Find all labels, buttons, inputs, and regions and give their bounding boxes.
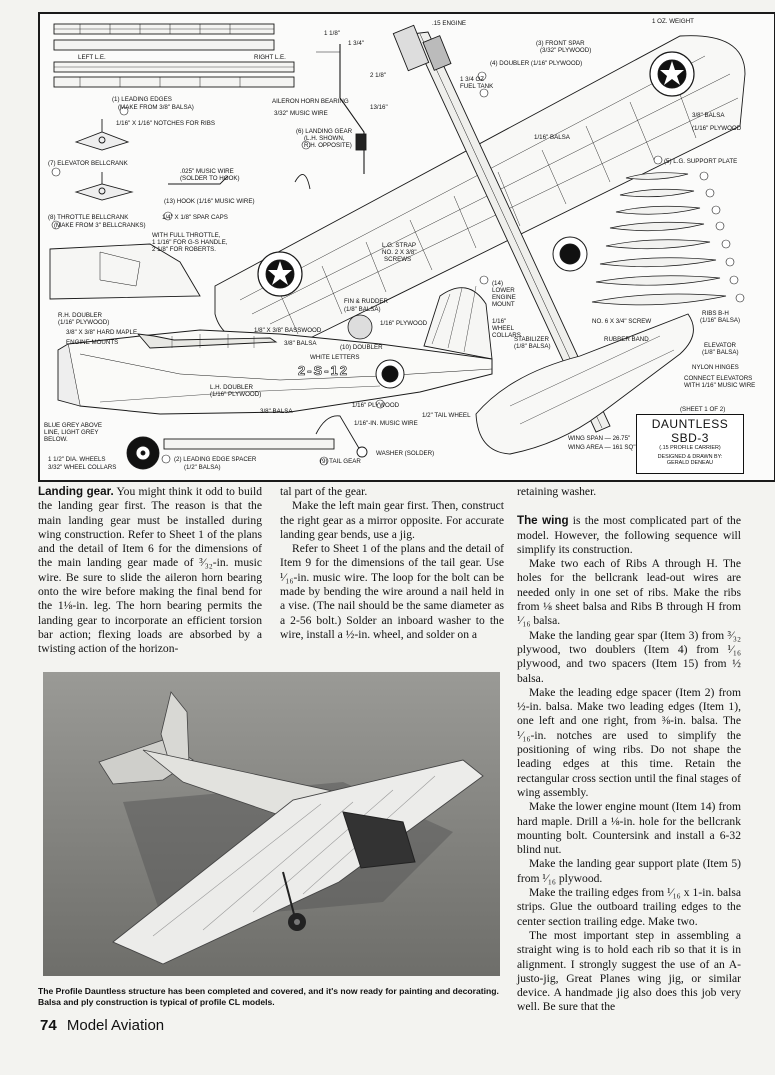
label-tail-gear: (9) TAIL GEAR [320, 458, 361, 465]
label-hard-maple: 3/8" X 3/8" HARD MAPLE [66, 329, 138, 336]
model-photo [43, 672, 500, 976]
label-plywood-116c: 1/16" PLYWOOD [352, 402, 400, 409]
paragraph: Make the landing gear support plate (Item 5) from ¹⁄₁₆ plywood. [517, 857, 741, 885]
label-lg-support-plate: (5) L.G. SUPPORT PLATE [664, 158, 738, 165]
paragraph-wing [517, 514, 741, 557]
label-plywood-116: (1/16" PLYWOOD [692, 125, 742, 132]
label-throttle-bellcrank-2: (MAKE FROM 3" BELLCRANKS) [54, 222, 146, 229]
label-washer: WASHER (SOLDER) [376, 450, 435, 457]
label-doubler: (4) DOUBLER (1/16" PLYWOOD) [490, 60, 583, 67]
paragraph: Refer to Sheet 1 of the plans and the detail of Item 9 for the dimensions of the tail gear. Use ¹⁄₁₆-in. music wire. The loop for the bolt can be made by bending the wire around a nail held in a vise. (The nail should be the same diameter as a 2-56 bolt.) Solder an inboard washer to the wire, install a ½-in. wheel, and solder on a [280, 542, 504, 641]
label-nylon-hinges: NYLON HINGES [692, 364, 739, 371]
label-notches: 1/16" X 1/16" NOTCHES FOR RIBS [116, 120, 215, 127]
label-wing-span: WING SPAN — 26.75" [568, 435, 631, 442]
article-column-1 [38, 485, 262, 657]
label-solder-to-hook: (SOLDER TO HOOK) [180, 175, 240, 182]
label-balsa-116: 1/16" BALSA [534, 134, 570, 141]
label-connect-elevators: CONNECT ELEVATORS [684, 375, 753, 382]
paragraph: tal part of the gear. [280, 485, 368, 498]
title-block-model: SBD-3 [671, 431, 709, 445]
title-block [636, 414, 744, 474]
paragraph-wing-text: is the most complicated part of the model. However, the following sequence will simplify its construction. [517, 514, 741, 556]
label-ribs-bh: RIBS B-H [702, 310, 729, 317]
label-engine-mounts: ENGINE MOUNTS [66, 339, 119, 346]
label-white-letters: WHITE LETTERS [310, 354, 360, 361]
label-leading-edges-2: (MAKE FROM 3/8" BALSA) [118, 104, 194, 111]
label-le-spacer-2: (1/2" BALSA) [184, 464, 221, 471]
plans-drawing [38, 12, 775, 482]
label-rubber-band: RUBBER BAND [604, 336, 649, 343]
paragraph: Make the leading edge spacer (Item 2) from ½-in. balsa. Make two leading edges (Item 1), one left and one right, from ⅜-in. balsa. The ¹⁄₁₆-in. notches are used to simplify the positioning of wing ribs. Do not shape the leading edges at this time. Retain the rectangular cross section until the final stages of wing assembly. [517, 685, 741, 799]
paragraph: Make the lower engine mount (Item 14) from hard maple. Drill a ⅛-in. hole for the bellcrank mounting bolt. Countersink and install a 6-32 blind nut. [517, 800, 741, 857]
label-tail-wheel: 1/2" TAIL WHEEL [422, 412, 471, 419]
label-elevator: ELEVATOR [704, 342, 736, 349]
label-wheel-collars: 1/16" WHEEL COLLARS [492, 318, 521, 339]
label-wing-area: WING AREA — 161 SQ" [568, 444, 636, 451]
label-rh-doubler: R.H. DOUBLER [58, 312, 103, 319]
label-full-throttle-3: 2 1/8" FOR ROBERTS. [152, 246, 216, 253]
label-elevator-2: (1/8" BALSA) [702, 349, 739, 356]
label-lh-doubler-2: (1/16" PLYWOOD) [210, 391, 262, 398]
title-block-subtitle: (.15 PROFILE CARRIER) [659, 445, 721, 451]
label-aileron-horn: AILERON HORN BEARING [272, 98, 349, 105]
label-sheet: (SHEET 1 OF 2) [680, 406, 726, 413]
label-full-throttle-2: 1 1/16" FOR G-S HANDLE, [152, 239, 228, 246]
paragraph: The most important step in assembling a straight wing is to hold each rib so that it is in alignment. I strongly suggest the use of an A-justo-jig, Great Planes wing jig, or similar device. A handmade jig also does this job very well. Be sure that the [517, 928, 741, 1014]
label-throttle-bellcrank: (8) THROTTLE BELLCRANK [48, 214, 129, 221]
title-block-designer: GERALD DENEAU [666, 460, 714, 466]
label-landing-gear-3: R.H. OPPOSITE) [304, 142, 352, 149]
label-lg-strap-2: NO. 2 X 3/8" [382, 249, 417, 256]
page-footer [40, 1017, 164, 1034]
paragraph-landing-gear-text: You might think it odd to build the landing gear first. The reason is that the main landing gear must be installed during wing construction. Refer to Sheet 1 of the plans and the detail of Item 6 for the dimensions of the main landing gear made of ³⁄₃₂-in. music wire. Be sure to slide the aileron horn bearing onto the wire before making the final bend for the 1⅛-in. leg. The horn bearing permits the landing gear to incorporate an efficient torsion bar action; flexing loads are absorbed by a twisting action of the horizon- [38, 485, 262, 656]
label-dim-134: 1 3/4" [348, 40, 364, 47]
label-balsa-38c: 3/8" BALSA [260, 408, 293, 415]
label-lg-strap: L.G. STRAP [382, 242, 417, 249]
label-left-le: LEFT L.E. [78, 54, 106, 61]
label-ribs-bh-2: (1/16" BALSA) [700, 317, 741, 324]
paragraph-landing-gear [38, 485, 262, 657]
label-balsa-38b: 3/8" BALSA [284, 340, 317, 347]
title-block-designed: DESIGNED & DRAWN BY: [657, 454, 723, 460]
article-column-2 [280, 485, 504, 642]
label-dim-218: 2 1/8" [370, 72, 386, 79]
label-wheels: 1 1/2" DIA. WHEELS [48, 456, 106, 463]
magazine-name: Model Aviation [66, 1017, 165, 1034]
label-dim-1316: 13/16" [370, 104, 388, 111]
label-blue-grey-2: LINE, LIGHT GREY [44, 429, 99, 436]
paragraph: Make the left main gear first. Then, construct the right gear as a mirror opposite. For accurate landing gear bends, use a jig. [280, 499, 504, 541]
label-plywood-116b: 1/16" PLYWOOD [380, 320, 428, 327]
page-number: 74 [40, 1017, 57, 1034]
title-block-title: DAUNTLESS [651, 417, 729, 431]
label-rh-doubler-2: (1/16" PLYWOOD) [58, 319, 110, 326]
label-leading-edges: (1) LEADING EDGES [112, 96, 172, 103]
label-blue-grey: BLUE GREY ABOVE [44, 422, 103, 429]
run-in-head-landing-gear: Landing gear. [38, 485, 114, 498]
article-column-3 [517, 485, 741, 1015]
label-right-le: RIGHT L.E. [254, 54, 286, 61]
label-wheel-collars-332: 3/32" WHEEL COLLARS [48, 464, 117, 471]
label-screw: NO. 6 X 3/4" SCREW [592, 318, 652, 325]
label-basswood: 1/8" X 3/8" BASSWOOD [254, 327, 322, 334]
label-lg-strap-3: SCREWS [384, 256, 412, 263]
paragraph: Make the landing gear spar (Item 3) from ³⁄₃₂ plywood, two doublers (Item 4) from ¹⁄₁₆ plywood, and two spacers (Item 15) from ½ balsa. [517, 628, 741, 685]
label-music-wire-332: 3/32" MUSIC WIRE [274, 110, 328, 117]
label-hook: (13) HOOK (1/16" MUSIC WIRE) [164, 198, 255, 205]
paragraph: retaining washer. [517, 485, 597, 498]
label-le-spacer: (2) LEADING EDGE SPACER [174, 456, 257, 463]
label-balsa-38: 3/8" BALSA [692, 112, 725, 119]
photo-caption: The Profile Dauntless structure has been completed and covered, and it's now ready for painting and decorating. Balsa and ply construction is typical of profile CL models. [38, 986, 499, 1007]
run-in-head-wing: The wing [517, 514, 569, 528]
label-music-wire-116: 1/16"-IN. MUSIC WIRE [354, 420, 418, 427]
label-elevator-bellcrank: (7) ELEVATOR BELLCRANK [48, 160, 128, 167]
label-stabilizer-2: (1/8" BALSA) [514, 343, 551, 350]
label-landing-gear: (6) LANDING GEAR [296, 128, 353, 135]
label-fin-rudder: FIN & RUDDER [344, 298, 389, 305]
label-engine-15: .15 ENGINE [432, 20, 467, 27]
label-connect-elevators-2: WITH 1/16" MUSIC WIRE [684, 382, 756, 389]
label-doubler-10: (10) DOUBLER [340, 344, 383, 351]
label-front-spar: (3) FRONT SPAR [536, 40, 585, 47]
label-lh-doubler: L.H. DOUBLER [210, 384, 253, 391]
label-full-throttle: WITH FULL THROTTLE, [152, 232, 221, 239]
label-stabilizer: STABILIZER [514, 336, 549, 343]
label-blue-grey-3: BELOW. [44, 436, 68, 443]
label-music-wire-025: .025" MUSIC WIRE [180, 168, 234, 175]
paragraph: Make two each of Ribs A through H. The holes for the bellcrank lead-out wires are needed only in one set of ribs. Make the ribs from ⅛ sheet balsa and Ribs B through H from ¹⁄₁₆ balsa. [517, 557, 741, 628]
fuselage-code: 2-S-12 [298, 363, 350, 378]
label-weight: 1 OZ. WEIGHT [652, 18, 694, 25]
label-spar-caps: 1/4" X 1/8" SPAR CAPS [162, 214, 228, 221]
label-landing-gear-2: (L.H. SHOWN, [304, 135, 345, 142]
model-photo-image [43, 672, 500, 976]
paragraph: Make the trailing edges from ¹⁄₁₆ x 1-in. balsa strips. Glue the outboard trailing edges to the center section trailing edge. Make two. [517, 886, 741, 928]
label-front-spar-2: (3/32" PLYWOOD) [540, 47, 592, 54]
label-fin-rudder-2: (1/8" BALSA) [344, 306, 381, 313]
label-fuel-tank: 1 3/4 OZ FUEL TANK [460, 76, 494, 90]
label-lower-engine-mount: (14) LOWER ENGINE MOUNT [492, 280, 516, 308]
label-dim-118: 1 1/8" [324, 30, 340, 37]
